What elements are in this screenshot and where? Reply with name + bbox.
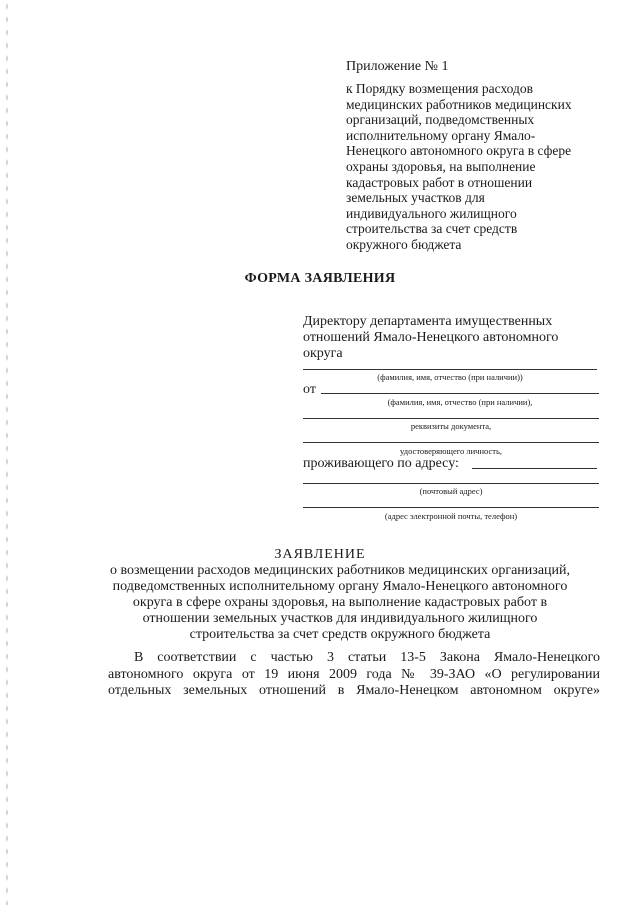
scan-margin-artifact (5, 0, 9, 905)
residing-label: проживающего по адресу: (303, 456, 459, 471)
director-name-caption: (фамилия, имя, отчество (при наличии)) (377, 372, 523, 382)
postal-address-line[interactable] (303, 483, 599, 484)
appendix-line: строительства за счет средств (346, 221, 518, 237)
from-label: от (303, 382, 316, 397)
appendix-line: индивидуального жилищного (346, 205, 517, 221)
statement-body-line: отдельных земельных отношений в Ямало-Ненецком автономном округе» (108, 683, 600, 698)
director-name-line[interactable] (303, 369, 597, 370)
appendix-line: Ненецкого автономного округа в сфере (346, 143, 572, 159)
postal-address-caption: (почтовый адрес) (419, 486, 483, 496)
statement-title: ЗАЯВЛЕНИЕ (274, 547, 366, 562)
statement-body-line: автономного округа от 19 июня 2009 года № 39-ЗАО «О регулировании (108, 666, 600, 682)
addressee-line: Директору департамента имущественных (303, 314, 553, 329)
addressee-line: отношений Ямало-Ненецкого автономного (303, 330, 559, 345)
statement-subtitle-line: подведомственных исполнительному органу Ямало-Ненецкого автономного (112, 579, 568, 594)
addressee-block (303, 314, 558, 362)
statement-body-line: В соответствии с частью 3 статьи 13-5 Закона Ямало-Ненецкого (134, 650, 600, 665)
form-title: ФОРМА ЗАЯВЛЕНИЯ (244, 271, 396, 286)
email-phone-line[interactable] (303, 507, 599, 508)
statement-subtitle-line: округа в сфере охраны здоровья, на выполнение кадастровых работ в (132, 595, 548, 610)
appendix-line: окружного бюджета (346, 236, 462, 252)
identity-document-caption: удостоверяющего личность, (400, 446, 502, 456)
statement-body (108, 650, 600, 700)
addressee-line: округа (303, 346, 343, 361)
appendix-description (346, 81, 616, 253)
appendix-line: охраны здоровья, на выполнение (346, 158, 536, 174)
applicant-name-caption: (фамилия, имя, отчество (при наличии), (387, 397, 533, 407)
appendix-line: земельных участков для (346, 190, 485, 206)
statement-subtitle-line: о возмещении расходов медицинских работников медицинских организаций, (109, 563, 571, 578)
appendix-line: исполнительному органу Ямало- (346, 127, 536, 143)
statement-subtitle-line: строительства за счет средств окружного бюджета (189, 627, 491, 642)
document-details-caption: реквизиты документа, (410, 421, 492, 431)
statement-subtitle-line: отношении земельных участков для индивидуального жилищного (142, 611, 538, 626)
appendix-line: к Порядку возмещения расходов (346, 81, 534, 96)
appendix-line: медицинских работников медицинских (346, 96, 572, 112)
identity-document-line[interactable] (303, 442, 599, 443)
appendix-line: кадастровых работ в отношении (346, 174, 533, 190)
residing-address-line[interactable] (472, 468, 597, 469)
appendix-line: организаций, подведомственных (346, 112, 535, 128)
applicant-name-line[interactable] (321, 393, 599, 394)
email-phone-caption: (адрес электронной почты, телефон) (384, 511, 518, 521)
document-details-line[interactable] (303, 418, 599, 419)
statement-subtitle (70, 563, 610, 643)
appendix-number: Приложение № 1 (346, 59, 449, 74)
